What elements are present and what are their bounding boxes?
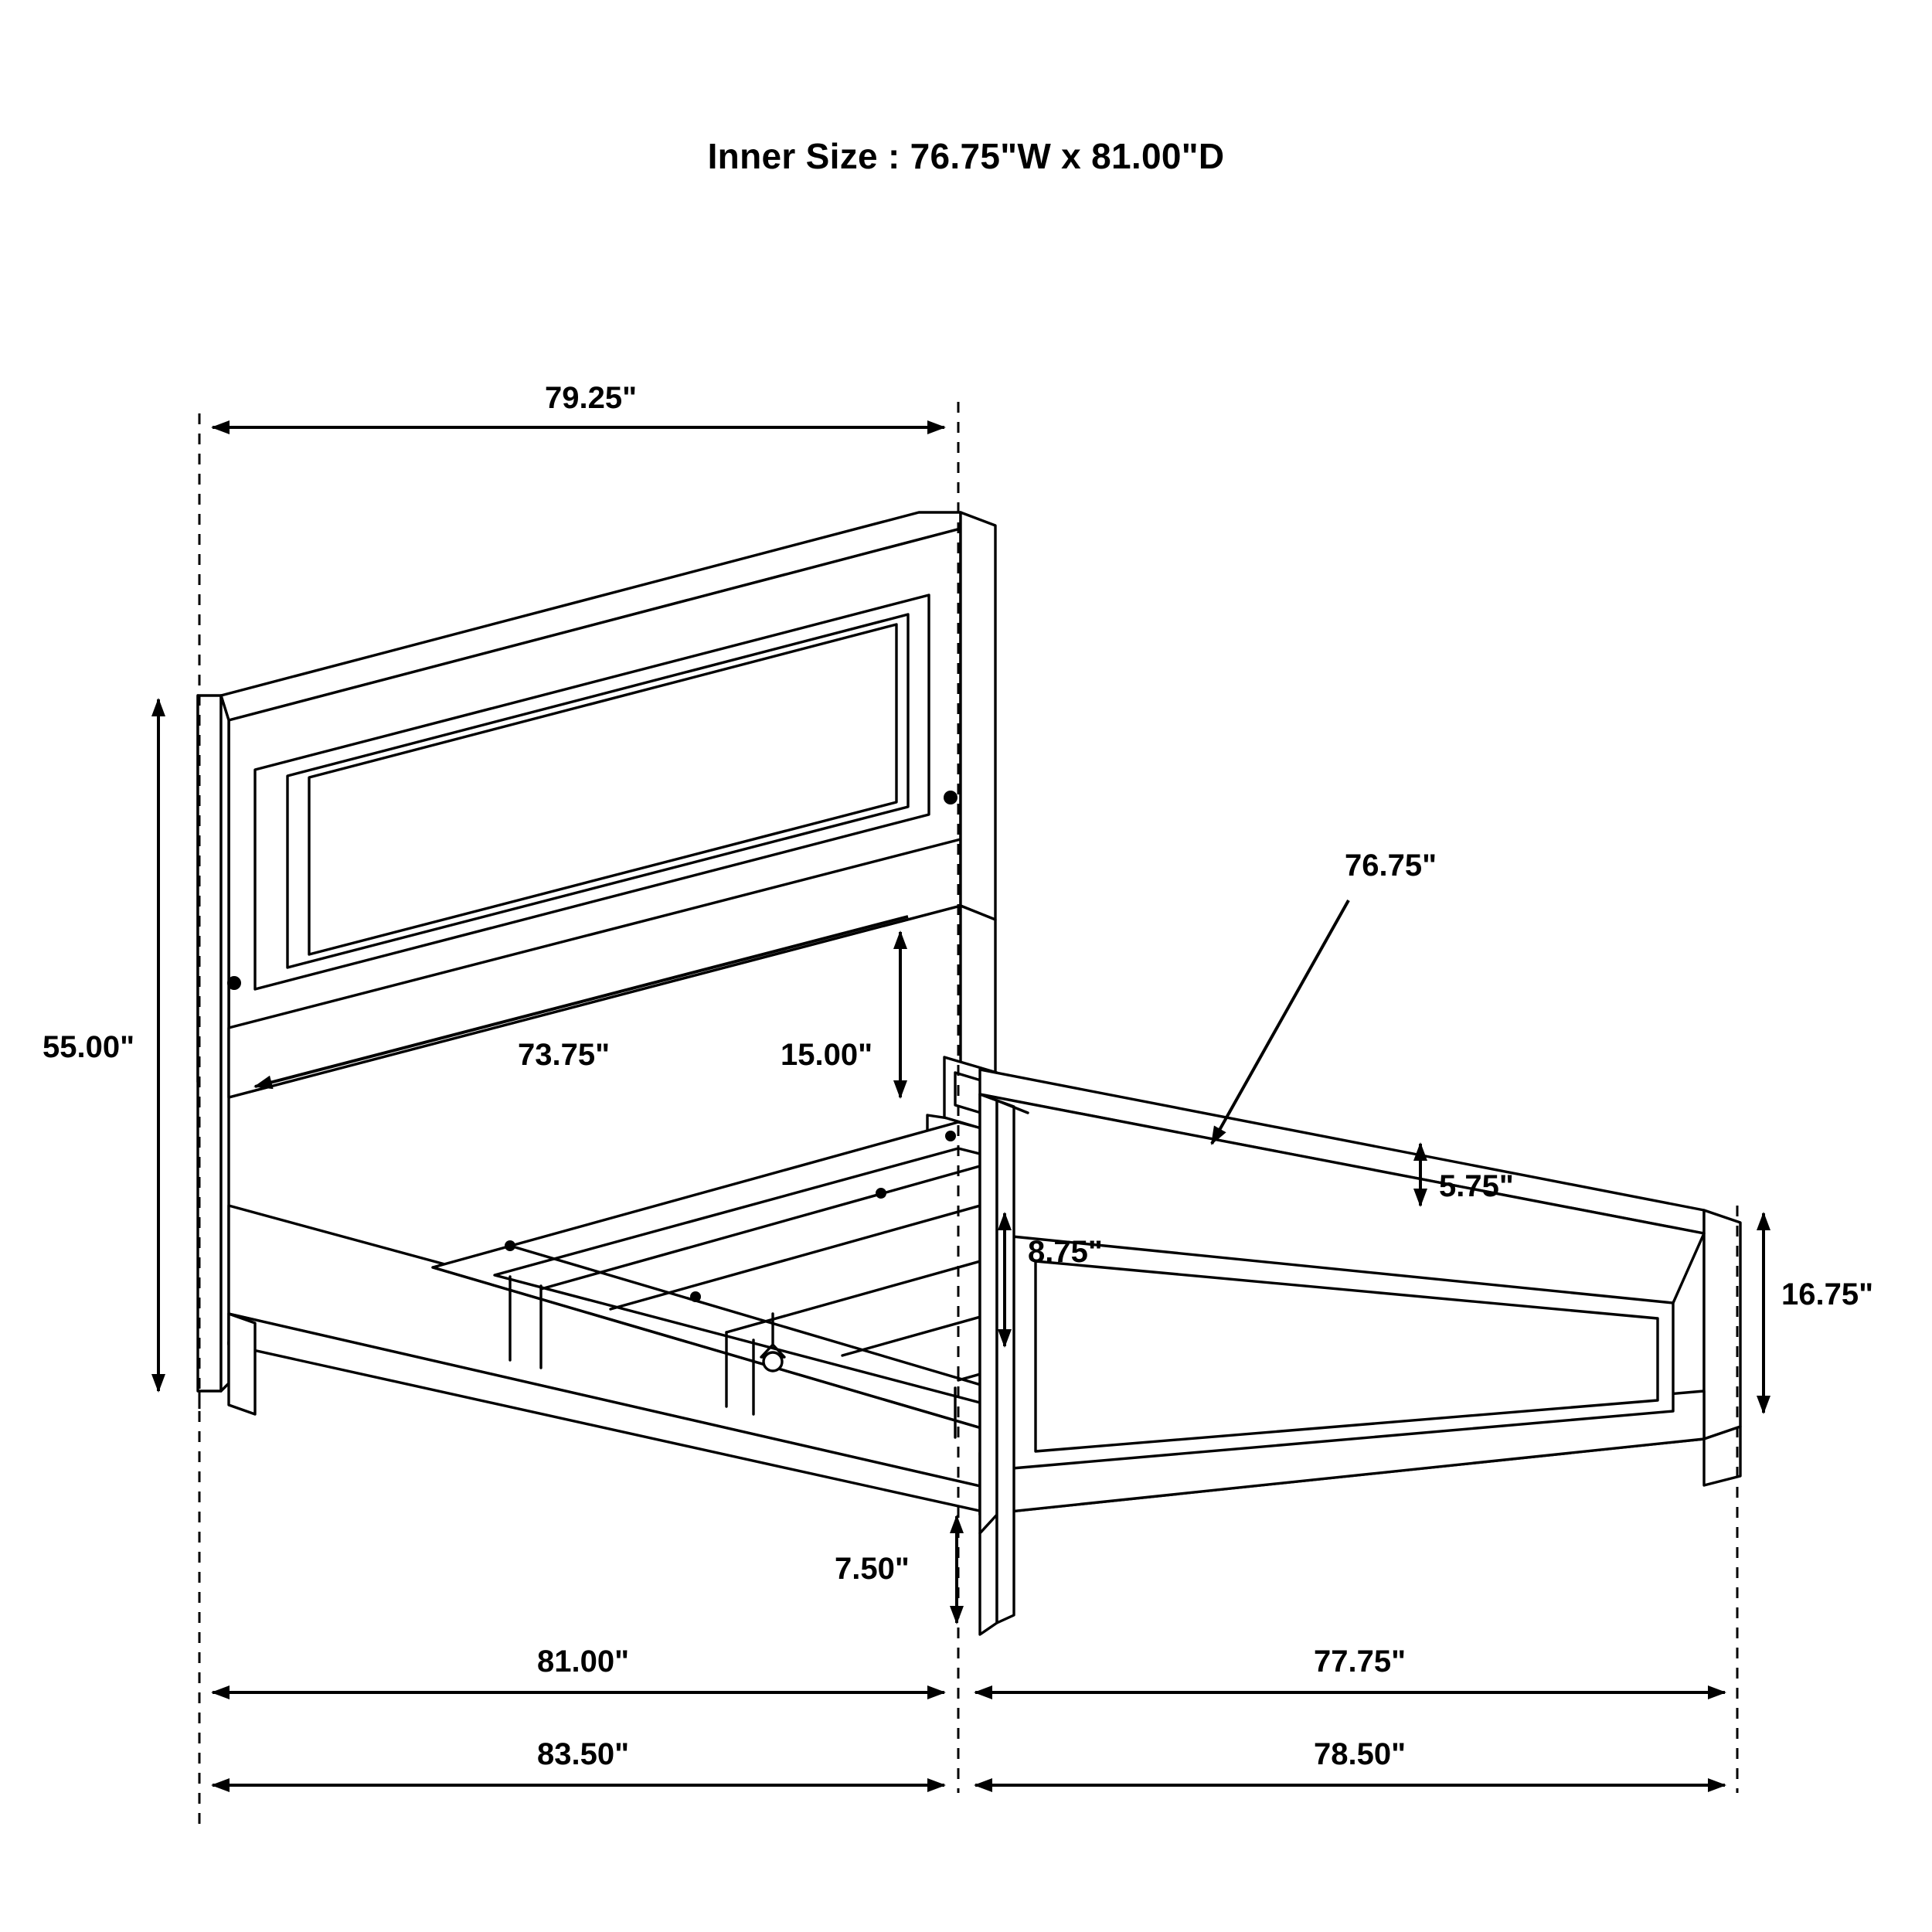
- dim-label-depth-inner: 81.00": [537, 1645, 630, 1679]
- dim-label-overall-width-top: 79.25": [545, 381, 638, 415]
- dim-label-footboard-clearance: 7.50": [835, 1552, 910, 1586]
- dim-label-footboard-height: 16.75": [1781, 1277, 1874, 1311]
- dim-label-side-rail-length: 76.75": [1345, 849, 1437, 883]
- dim-label-footboard-width-inner: 77.75": [1314, 1645, 1406, 1679]
- dim-label-rail-height: 5.75": [1439, 1169, 1514, 1203]
- dim-label-depth-outer: 83.50": [537, 1737, 630, 1771]
- dim-label-footboard-width-outer: 78.50": [1314, 1737, 1406, 1771]
- page-title: Inner Size : 76.75"W x 81.00"D: [707, 136, 1225, 176]
- dim-label-headboard-inner-width: 73.75": [518, 1038, 611, 1072]
- dim-label-deck-height: 8.75": [1028, 1235, 1103, 1269]
- dim-label-headboard-clearance: 15.00": [781, 1038, 873, 1072]
- dim-label-headboard-height: 55.00": [43, 1030, 135, 1064]
